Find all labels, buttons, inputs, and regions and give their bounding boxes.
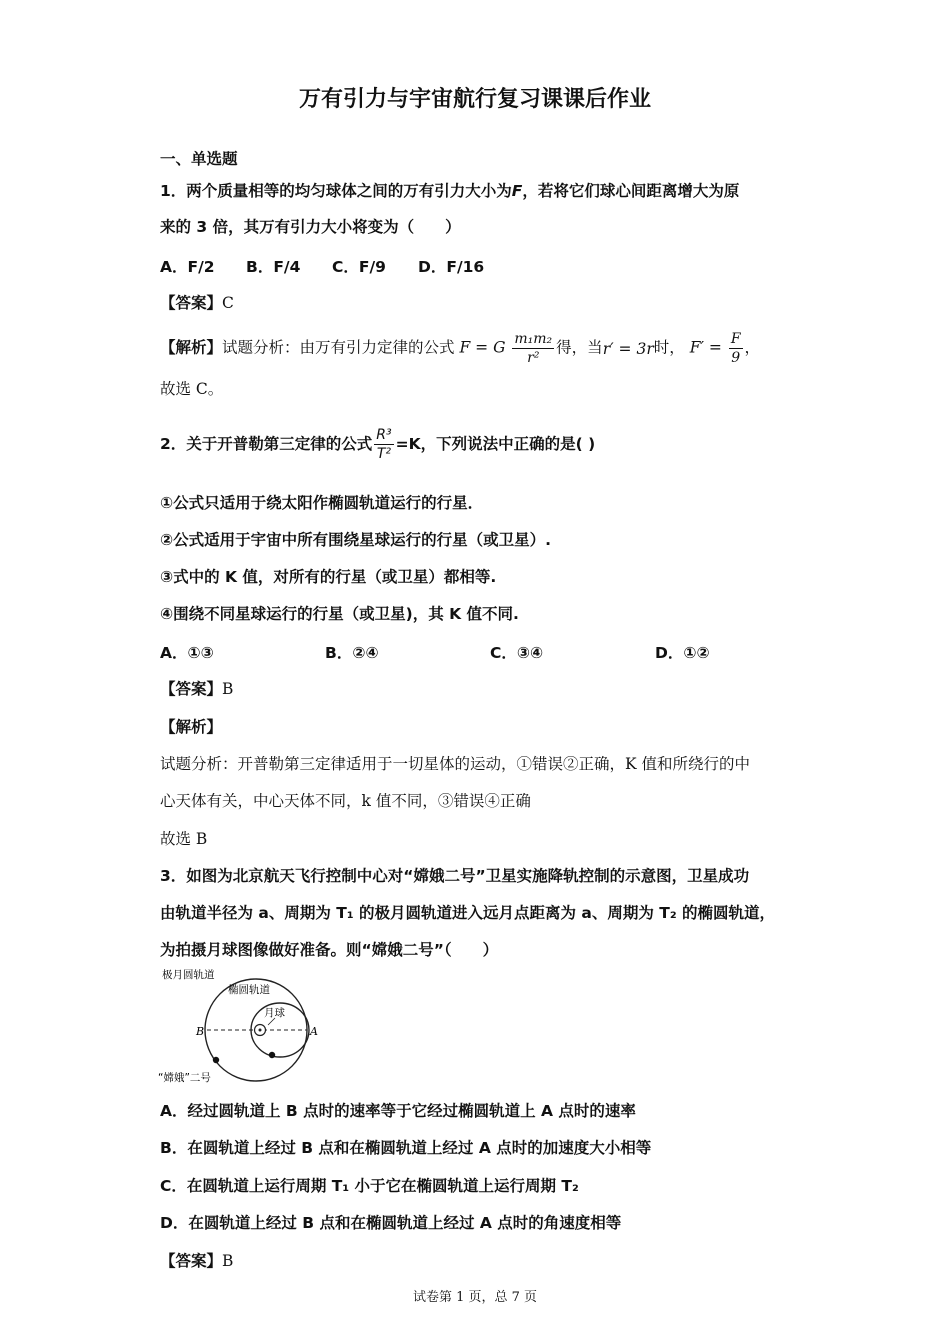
new-force-lhs: F′ = [689,338,722,357]
q1-stem-post: ，若将它们球心间距离增大为原 [522,182,740,200]
kepler-num: R³ [376,427,392,443]
q1-stem-line1 [160,180,739,202]
q2-statement-3: ③式中的 K 值，对所有的行星（或卫星）都相等. [160,568,497,586]
gravity-formula-lhs: F = G [459,338,506,357]
new-force-num: F [730,331,741,347]
q2-conclusion: 故选 B [160,830,208,848]
q2-option-a: A．①③ [160,644,214,662]
q2-option-b: B．②④ [325,644,379,662]
q2-statement-1: ①公式只适用于绕太阳作椭圆轨道运行的行星． [160,494,484,512]
label-satellite: “嫦娥”二号 [158,1072,211,1084]
q3-stem-line2: 由轨道半径为 a、周期为 T₁ 的极月圆轨道进入远月点距离为 a、周期为 T₂ 的椭圆轨道， [160,904,776,922]
q3-answer [160,1250,233,1272]
q3-stem-line1: 3．如图为北京航天飞行控制中心对“嫦娥二号”卫星实施降轨控制的示意图，卫星成功 [160,867,750,885]
radius-formula: r′ = 3r [602,339,654,358]
q2-analysis-line2: 心天体有关，中心天体不同，k 值不同，③错误④正确 [160,792,531,810]
q1-conclusion: 故选 C。 [160,380,224,398]
q1-analysis-mid2: 时， [653,338,685,357]
q1-analysis-mid1: 得，当 [556,338,603,357]
kepler-den: T² [376,446,392,462]
gravity-formula-num: m₁m₂ [514,331,553,347]
q3-option-a: A．经过圆轨道上 B 点时的速率等于它经过椭圆轨道上 A 点时的速率 [160,1102,636,1120]
q2-stem [160,424,595,464]
new-force-fraction [729,330,743,367]
q1-analysis [160,330,760,367]
q1-option-a: A．F/2 [160,258,215,276]
kepler-fraction [374,426,393,463]
q1-stem-line2: 来的 3 倍，其万有引力大小将变为（ ） [160,218,461,236]
label-elliptical-orbit: 椭圆轨道 [228,984,270,996]
q1-option-b: B．F/4 [246,258,301,276]
q1-option-d: D．F/16 [418,258,485,276]
q2-statement-2: ②公式适用于宇宙中所有围绕星球运行的行星（或卫星）. [160,531,552,549]
page-title: 万有引力与宇宙航行复习课课后作业 [298,87,651,112]
gravity-formula-den: r² [527,350,540,366]
q3-answer-value: B [222,1252,234,1270]
q2-statement-4: ④围绕不同星球运行的行星（或卫星)，其 K 值不同. [160,605,519,623]
q1-stem-pre: 1．两个质量相等的均匀球体之间的万有引力大小为 [160,182,512,200]
q1-analysis-label: 【解析】 [160,338,223,357]
q1-analysis-end: ， [744,338,761,357]
q3-answer-label: 【答案】 [160,1252,223,1270]
gravity-formula-fraction [512,330,554,367]
orbit-diagram [158,968,338,1090]
satellite-dot-ellipse [269,1052,275,1058]
q3-option-b: B．在圆轨道上经过 B 点和在椭圆轨道上经过 A 点时的加速度大小相等 [160,1139,652,1157]
q2-analysis-line1: 试题分析：开普勒第三定律适用于一切星体的运动，①错误②正确，K 值和所绕行的中 [160,755,751,773]
q1-answer [160,292,234,314]
label-moon: 月球 [264,1007,285,1019]
q2-option-c: C．③④ [490,644,544,662]
new-force-formula [690,330,745,367]
q2-answer [160,678,233,700]
q1-force-symbol: F [511,182,523,200]
q2-option-d: D．①② [655,644,710,662]
q2-analysis-label: 【解析】 [160,718,223,736]
q3-option-c: C．在圆轨道上运行周期 T₁ 小于它在椭圆轨道上运行周期 T₂ [160,1177,579,1195]
q1-answer-value: C [222,294,234,312]
q3-stem-line3: 为拍摄月球图像做好准备。则“嫦娥二号”（ ） [160,941,499,959]
moon-pointer-line [268,1018,275,1025]
section-heading: 一、单选题 [160,150,238,168]
q2-answer-value: B [222,680,234,698]
label-point-b: B [196,1025,205,1038]
q1-analysis-pre: 试题分析：由万有引力定律的公式 [222,338,455,357]
label-point-a: A [310,1025,318,1038]
satellite-dot-circle [213,1057,219,1063]
q2-stem-post: =K，下列说法中正确的是( ) [395,435,596,453]
label-circular-orbit: 极月圆轨道 [162,969,215,981]
q1-answer-label: 【答案】 [160,294,223,312]
q3-option-d: D．在圆轨道上经过 B 点和在椭圆轨道上经过 A 点时的角速度相等 [160,1214,622,1232]
moon-center-dot [259,1029,262,1032]
q2-answer-label: 【答案】 [160,680,223,698]
q2-stem-pre: 2．关于开普勒第三定律的公式 [160,435,373,453]
q1-option-c: C．F/9 [332,258,386,276]
gravity-formula [459,330,556,367]
new-force-den: 9 [731,350,741,366]
page-footer: 试卷第 1 页，总 7 页 [412,1290,538,1305]
